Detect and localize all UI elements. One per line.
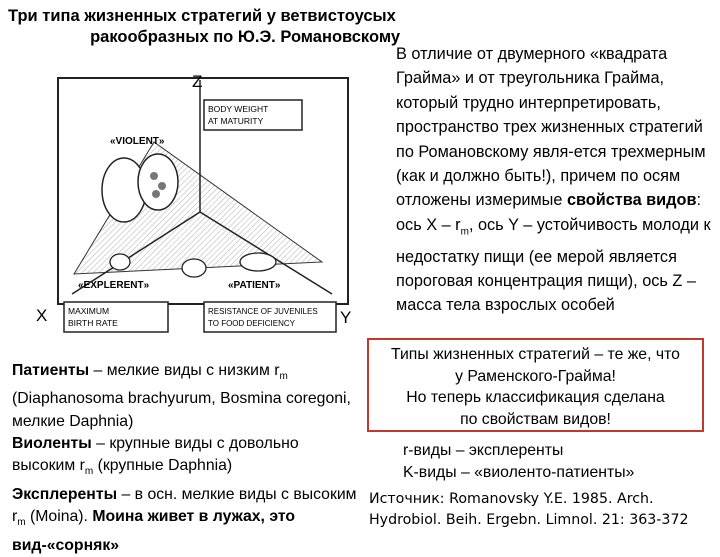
x-box-label-line2: BIRTH RATE [68, 318, 118, 328]
violent-label: «VIOLENT» [110, 136, 165, 147]
axis-z-label: Z [192, 72, 203, 91]
box-line-3: Но теперь классификация сделана [406, 389, 665, 406]
rk-types [403, 440, 634, 484]
patient-label: «PATIENT» [228, 280, 281, 291]
species-properties-bold: свойства видов [566, 191, 697, 210]
egg-mark [152, 190, 160, 198]
patients-term: Патиенты [12, 362, 90, 379]
source-line-1: Источник: Romanovsky Y.E. 1985. Arch. [369, 491, 654, 507]
violent-daphnia-drawing-2 [138, 154, 178, 210]
patients-text: – мелкие виды с низким r [89, 362, 280, 379]
x-box-label-line1: MAXIMUM [68, 306, 110, 316]
box-line-2: у Раменского-Грайма! [455, 367, 616, 385]
source-citation [369, 489, 714, 531]
source-line-2: Hydrobiol. Beih. Ergebn. Limnol. 21: 363-372 [369, 512, 689, 528]
r-species-line: r-виды – эксплеренты [403, 442, 564, 459]
left-paragraph [12, 360, 362, 557]
k-species-line: K-виды – «виоленто-патиенты» [403, 464, 635, 481]
moina-weed-note: Моина живет в лужах, это вид-«сорняк» [12, 508, 296, 554]
axis-x-label: X [36, 306, 48, 325]
paragraph-rest: , ось Y – устойчивость молоди к недостатку пищи (ее мерой является пороговая концентрация пищи), ось Z – масса тела взрослых особей [396, 215, 711, 315]
y-box-label-line2: TO FOOD DEFICIENCY [208, 319, 295, 328]
y-box-label-line1: RESISTANCE OF JUVENILES [208, 307, 318, 316]
paragraph-intro: В отличие от двумерного «квадрата Грайма» и от треугольника Грайма, который трудно интерпретировать, пространство трех жизненных стратегий по Романовскому явля-ется трехмерным (как и должно быть!), причем по осям отложены измеримые [396, 45, 706, 210]
title-line-1: Три типа жизненных стратегий у ветвистоусых [8, 7, 396, 25]
highlight-box [367, 338, 704, 432]
explerents-subscript: m [17, 517, 26, 529]
slide-title [8, 6, 400, 48]
z-box-label-line1: BODY WEIGHT [208, 104, 269, 114]
egg-mark [158, 182, 166, 190]
explerent-moina-drawing [110, 254, 130, 270]
patient-bosmina-drawing [182, 259, 206, 277]
explerent-label: «EXPLERENT» [78, 280, 150, 291]
box-line-1: Типы жизненных стратегий – те же, что [391, 346, 680, 363]
strategy-space-figure [32, 62, 360, 344]
explerents-text: – в осн. мелкие виды с высоким r [12, 485, 357, 526]
explerents-mid: (Moina). [25, 508, 93, 526]
violents-rest: (крупные Daphnia) [93, 457, 233, 475]
right-paragraph [396, 42, 712, 318]
patient-diaphanosoma-drawing [240, 253, 276, 271]
violents-text: – крупные виды с довольно высоким r [12, 435, 299, 475]
violents-term: Виоленты [12, 435, 92, 453]
violents-subscript: m [84, 466, 94, 478]
patients-subscript: m [279, 371, 288, 383]
egg-mark [150, 172, 158, 180]
box-line-4: по свойствам видов! [460, 410, 611, 428]
x-axis-subscript: m [460, 226, 469, 238]
strategy-diagram [32, 62, 360, 344]
patients-rest: (Diaphanosoma brachyurum, Bosmina coregoni, мелкие Daphnia) [12, 390, 351, 430]
x-axis-text: : ось X – r [396, 191, 701, 234]
z-box-label-line2: AT MATURITY [208, 116, 264, 126]
axis-y-label: Y [340, 308, 352, 327]
explerents-term: Эксплеренты [12, 485, 118, 503]
title-line-2: ракообразных по Ю.Э. Романовскому [90, 28, 400, 46]
